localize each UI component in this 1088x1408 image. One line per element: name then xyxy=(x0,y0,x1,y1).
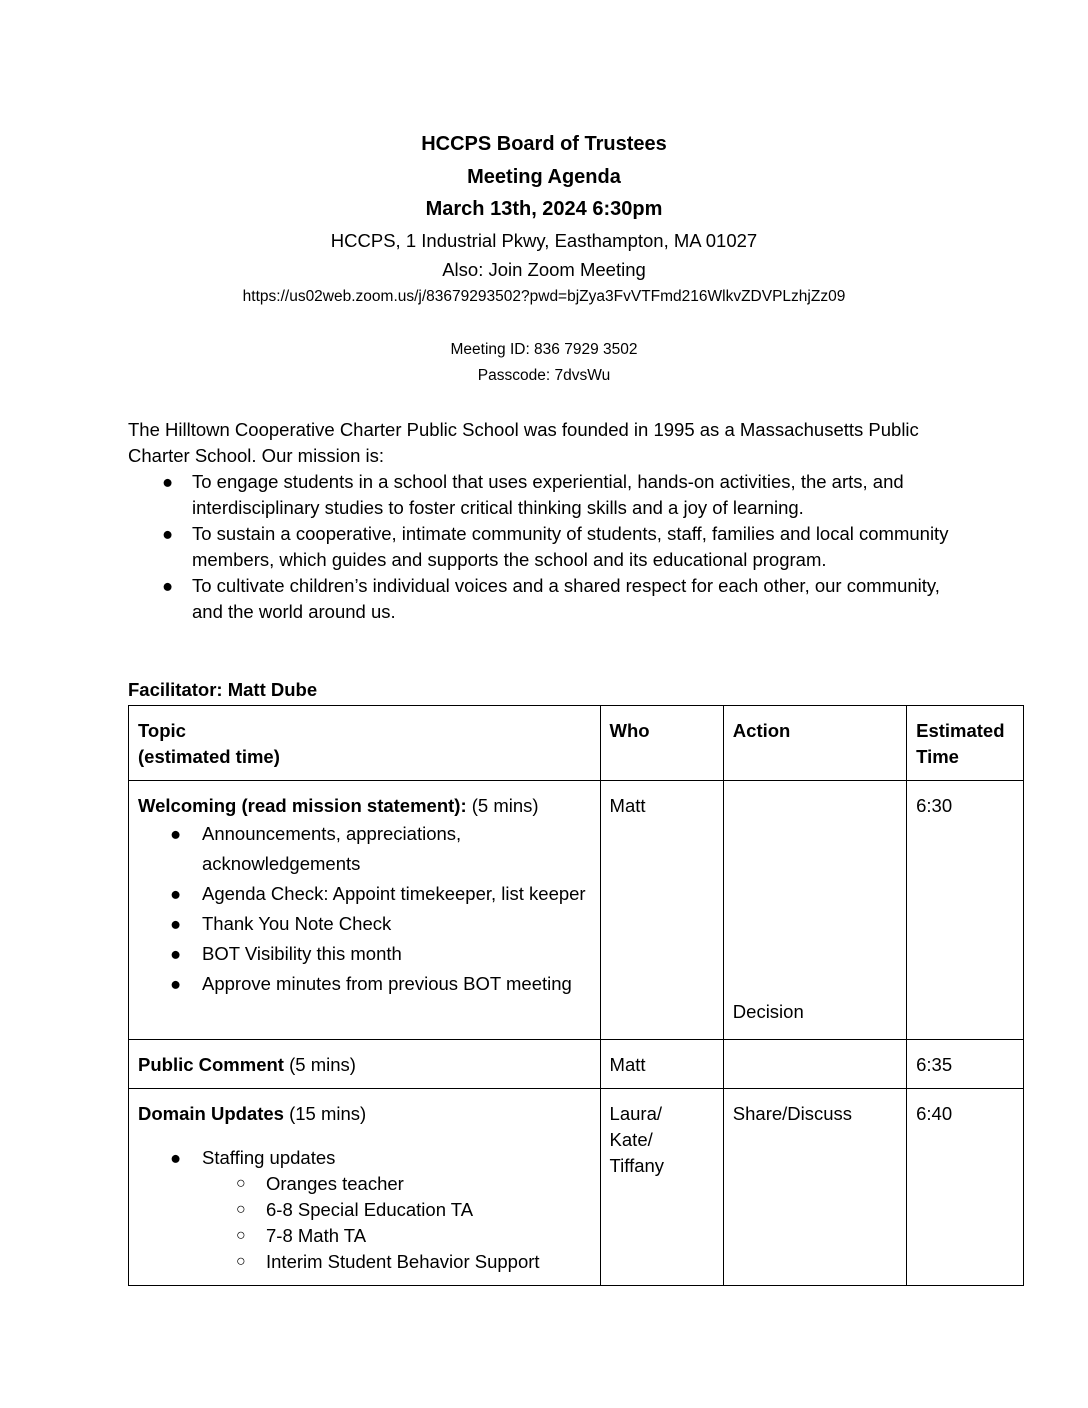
sub-items xyxy=(138,1171,591,1275)
topic-items xyxy=(138,819,591,999)
topic-duration: (5 mins) xyxy=(466,795,539,816)
topic-cell xyxy=(129,1089,601,1286)
bullet-icon: ● xyxy=(170,943,182,964)
header-title-date: March 13th, 2024 6:30pm xyxy=(425,198,663,220)
list-item: ● Agenda Check: Appoint timekeeper, list keeper xyxy=(138,879,591,909)
topic-cell xyxy=(129,1040,601,1089)
header-who: Who xyxy=(600,706,723,781)
table-row xyxy=(129,1040,1024,1089)
document-header xyxy=(0,128,1088,389)
who-cell: Laura/ Kate/ Tiffany xyxy=(600,1089,723,1286)
list-item: ● Thank You Note Check xyxy=(138,909,591,939)
sub-list-item: ○ Oranges teacher xyxy=(202,1171,591,1197)
table-row xyxy=(129,781,1024,1040)
meeting-id: Meeting ID: 836 7929 3502 xyxy=(450,340,638,358)
topic-title: Public Comment xyxy=(138,1054,284,1075)
zoom-intro: Also: Join Zoom Meeting xyxy=(442,258,646,280)
bullet-icon: ● xyxy=(162,523,174,544)
bullet-icon: ● xyxy=(170,823,182,844)
sub-list-item: ○ Interim Student Behavior Support xyxy=(202,1249,591,1275)
time-cell: 6:35 xyxy=(907,1040,1024,1089)
agenda-table xyxy=(128,705,1024,1286)
zoom-link[interactable]: https://us02web.zoom.us/j/83679293502?pwd=bjZya3FvVTFmd216WlkvZDVPLzhjZz09 xyxy=(242,287,846,305)
bullet-icon: ● xyxy=(162,575,174,596)
circle-bullet-icon: ○ xyxy=(236,1175,246,1192)
mission-item: ● To engage students in a school that uses experiential, hands-on activities, the arts, and interdisciplinary studies to foster critical thinking skills and a joy of learning. xyxy=(162,471,904,518)
list-item: ● Approve minutes from previous BOT meeting xyxy=(138,969,591,999)
circle-bullet-icon: ○ xyxy=(236,1201,246,1218)
action-cell xyxy=(723,1040,906,1089)
who-cell: Matt xyxy=(600,781,723,1040)
header-action: Action xyxy=(723,706,906,781)
mission-item: ● To cultivate children’s individual voices and a shared respect for each other, our community, and the world around us. xyxy=(162,575,940,622)
bullet-icon: ● xyxy=(170,1147,182,1168)
time-cell: 6:30 xyxy=(907,781,1024,1040)
topic-duration: (15 mins) xyxy=(283,1103,367,1124)
action-cell xyxy=(723,781,906,1040)
passcode: Passcode: 7dvsWu xyxy=(477,366,611,384)
header-title-org: HCCPS Board of Trustees xyxy=(421,133,667,155)
table-row xyxy=(129,1089,1024,1286)
bullet-icon: ● xyxy=(170,883,182,904)
bullet-icon: ● xyxy=(162,471,174,492)
facilitator-label: Facilitator: Matt Dube xyxy=(128,679,318,700)
topic-cell xyxy=(129,781,601,1040)
sub-list-item: ○ 6-8 Special Education TA xyxy=(202,1197,591,1223)
topic-items xyxy=(138,1145,591,1171)
time-cell: 6:40 xyxy=(907,1089,1024,1286)
list-item: ● Staffing updates xyxy=(138,1145,591,1171)
who-cell: Matt xyxy=(600,1040,723,1089)
action-cell: Share/Discuss xyxy=(723,1089,906,1286)
list-item: ● Announcements, appreciations, acknowledgements xyxy=(138,819,591,879)
circle-bullet-icon: ○ xyxy=(236,1227,246,1244)
sub-list-item: ○ 7-8 Math TA xyxy=(202,1223,591,1249)
mission-list xyxy=(128,469,968,625)
bullet-icon: ● xyxy=(170,913,182,934)
table-header-row xyxy=(129,706,1024,781)
circle-bullet-icon: ○ xyxy=(236,1253,246,1270)
mission-section xyxy=(128,417,968,625)
topic-title: Domain Updates xyxy=(138,1103,284,1124)
bullet-icon: ● xyxy=(170,973,182,994)
intro-paragraph: The Hilltown Cooperative Charter Public School was founded in 1995 as a Massachusetts Public Charter School. Our mission is: xyxy=(128,419,919,466)
header-topic: Topic (estimated time) xyxy=(129,706,601,781)
meeting-address: HCCPS, 1 Industrial Pkwy, Easthampton, MA 01027 xyxy=(330,229,758,251)
topic-title: Welcoming (read mission statement): xyxy=(138,795,467,816)
topic-duration: (5 mins) xyxy=(283,1054,356,1075)
list-item: ● BOT Visibility this month xyxy=(138,939,591,969)
mission-item: ● To sustain a cooperative, intimate community of students, staff, families and local community members, which guides and supports the school and its educational program. xyxy=(162,523,949,570)
action-label: Decision xyxy=(732,1001,804,1022)
header-title-doc: Meeting Agenda xyxy=(467,165,621,188)
header-time: Estimated Time xyxy=(907,706,1024,781)
